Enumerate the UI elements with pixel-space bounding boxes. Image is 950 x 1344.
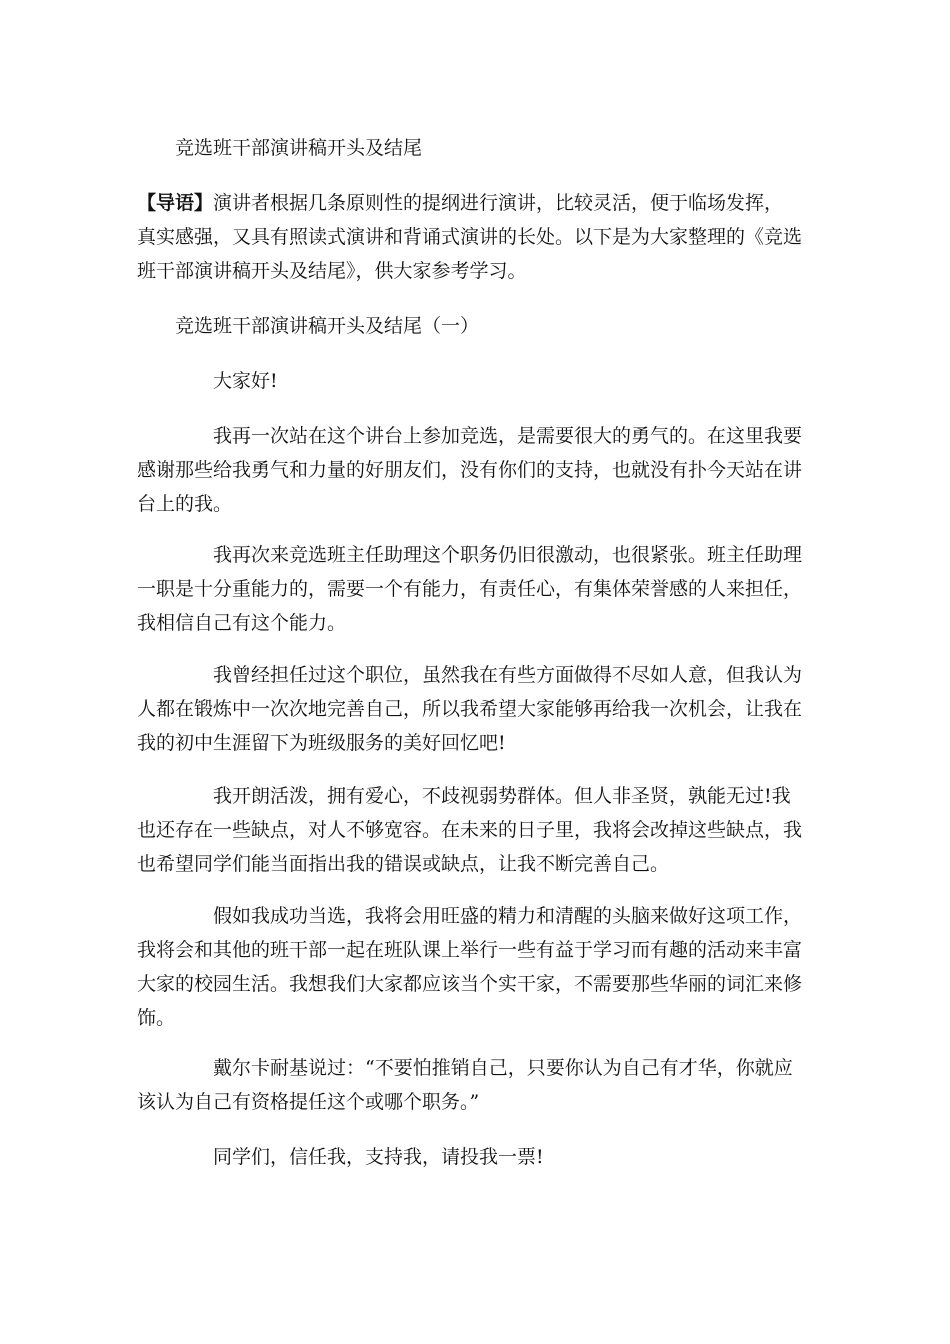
- body-paragraph: [137, 1051, 793, 1119]
- paragraph-line: 大家的校园生活。我想我们大家都应该当个实干家，不需要那些华丽的词汇来修: [137, 973, 803, 995]
- body-paragraph: [137, 779, 802, 881]
- paragraph-line: 饰。: [137, 1007, 176, 1029]
- paragraph-line: [137, 1140, 544, 1174]
- section-title: [175, 309, 479, 343]
- paragraph-line: [137, 538, 802, 572]
- intro-line: 真实感强，又具有照读式演讲和背诵式演讲的长处。以下是为大家整理的《竞选: [137, 226, 803, 248]
- paragraph-line: 我将会和其他的班干部一起在班队课上举行一些有益于学习而有趣的活动来丰富: [137, 939, 803, 961]
- paragraph-line: [137, 419, 802, 453]
- paragraph-line: [137, 779, 802, 813]
- intro-line: 班干部演讲稿开头及结尾》，供大家参考学习。: [137, 260, 527, 282]
- paragraph-line: [137, 1051, 793, 1085]
- paragraph-line: 该认为自己有资格提任这个或哪个职务。”: [137, 1091, 480, 1113]
- paragraph-line-text: 假如我成功当选，我将会用旺盛的精力和清醒的头脑来做好这项工作，: [213, 905, 803, 927]
- paragraph-line: 台上的我。: [137, 493, 233, 515]
- greeting: [213, 364, 278, 398]
- paragraph-line: 一职是十分重能力的，需要一个有能力，有责任心，有集体荣誉感的人来担任，: [137, 578, 803, 600]
- paragraph-line: [137, 899, 802, 933]
- paragraph-line-text: 同学们，信任我，支持我，请投我一票!: [213, 1146, 544, 1168]
- intro-line-text: 演讲者根据几条原则性的提纲进行演讲，比较灵活，便于临场发挥，: [213, 192, 784, 214]
- greeting-text: 大家好!: [213, 370, 278, 392]
- body-paragraph: [137, 1140, 544, 1174]
- paragraph-line: [137, 658, 802, 692]
- paragraph-line-text: 戴尔卡耐基说过：“不要怕推销自己，只要你认为自己有才华，你就应: [213, 1057, 793, 1079]
- intro-lead-label: 【导语】: [137, 192, 214, 214]
- body-paragraph: [137, 538, 802, 640]
- paragraph-line: 也还存在一些缺点，对人不够宽容。在未来的日子里，我将会改掉这些缺点，我: [137, 819, 803, 841]
- paragraph-line: 我相信自己有这个能力。: [137, 612, 347, 634]
- title-text: 竞选班干部演讲稿开头及结尾: [175, 137, 423, 159]
- section-title-text: 竞选班干部演讲稿开头及结尾（一）: [175, 315, 480, 337]
- document-title: [175, 131, 422, 165]
- paragraph-line: 感谢那些给我勇气和力量的好朋友们，没有你们的支持，也就没有扑今天站在讲: [137, 459, 803, 481]
- paragraph-line: 也希望同学们能当面指出我的错误或缺点，让我不断完善自己。: [137, 853, 670, 875]
- paragraph-line: 我的初中生涯留下为班级服务的美好回忆吧!: [137, 732, 506, 754]
- paragraph-line-text: 我再次来竞选班主任助理这个职务仍旧很激动，也很紧张。班主任助理: [213, 544, 803, 566]
- body-paragraph: [137, 419, 802, 521]
- paragraph-line-text: 我开朗活泼，拥有爱心，不歧视弱势群体。但人非圣贤，孰能无过!我: [213, 785, 791, 807]
- body-paragraph: [137, 658, 802, 760]
- paragraph-line-text: 我曾经担任过这个职位，虽然我在有些方面做得不尽如人意，但我认为: [213, 664, 803, 686]
- body-paragraph: [137, 899, 802, 1035]
- intro-line: [137, 186, 802, 220]
- paragraph-line: 人都在锻炼中一次次地完善自己，所以我希望大家能够再给我一次机会，让我在: [137, 698, 803, 720]
- intro-paragraph: [137, 186, 802, 288]
- paragraph-line-text: 我再一次站在这个讲台上参加竞选，是需要很大的勇气的。在这里我要: [213, 425, 803, 447]
